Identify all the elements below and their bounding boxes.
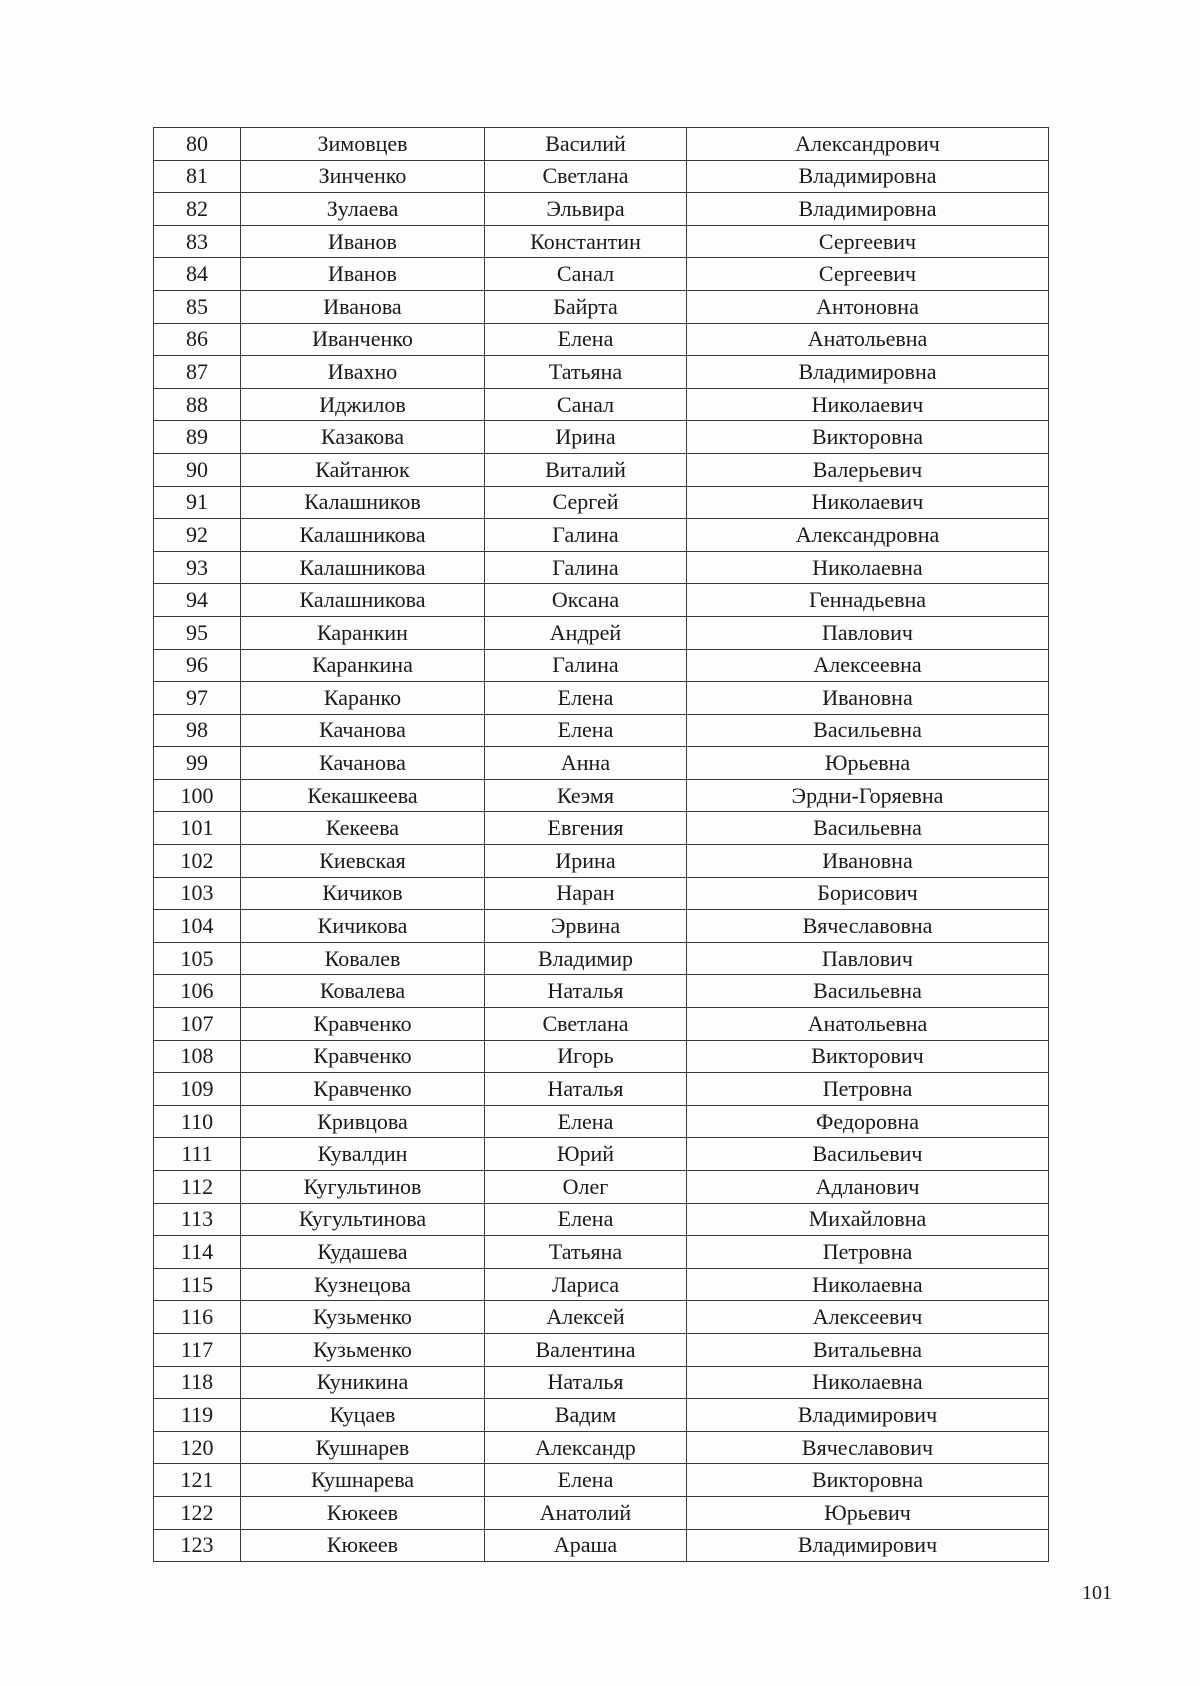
patronymic-cell: Петровна — [687, 1236, 1049, 1269]
first-name-cell: Вадим — [485, 1399, 687, 1432]
patronymic-cell: Адланович — [687, 1171, 1049, 1204]
row-number-cell: 90 — [154, 453, 241, 486]
last-name-cell: Кравченко — [241, 1008, 485, 1041]
row-number-cell: 114 — [154, 1236, 241, 1269]
row-number-cell: 111 — [154, 1138, 241, 1171]
table-row — [154, 1431, 1049, 1464]
row-number-cell: 94 — [154, 584, 241, 617]
row-number-cell: 80 — [154, 128, 241, 161]
row-number-cell: 83 — [154, 225, 241, 258]
patronymic-cell: Алексеевич — [687, 1301, 1049, 1334]
page-number: 101 — [1082, 1582, 1112, 1604]
table-row — [154, 1138, 1049, 1171]
row-number-cell: 84 — [154, 258, 241, 291]
last-name-cell: Кувалдин — [241, 1138, 485, 1171]
row-number-cell: 119 — [154, 1399, 241, 1432]
table-row — [154, 421, 1049, 454]
table-row — [154, 1496, 1049, 1529]
first-name-cell: Евгения — [485, 812, 687, 845]
last-name-cell: Каранко — [241, 682, 485, 715]
patronymic-cell: Вячеславович — [687, 1431, 1049, 1464]
table-row — [154, 1105, 1049, 1138]
patronymic-cell: Ивановна — [687, 845, 1049, 878]
first-name-cell: Елена — [485, 323, 687, 356]
patronymic-cell: Николаевич — [687, 486, 1049, 519]
patronymic-cell: Федоровна — [687, 1105, 1049, 1138]
row-number-cell: 115 — [154, 1268, 241, 1301]
row-number-cell: 104 — [154, 910, 241, 943]
patronymic-cell: Валерьевич — [687, 453, 1049, 486]
table-row — [154, 877, 1049, 910]
first-name-cell: Санал — [485, 258, 687, 291]
row-number-cell: 105 — [154, 942, 241, 975]
patronymic-cell: Алексеевна — [687, 649, 1049, 682]
last-name-cell: Качанова — [241, 747, 485, 780]
first-name-cell: Елена — [485, 682, 687, 715]
names-table — [153, 127, 1049, 1562]
patronymic-cell: Павлович — [687, 942, 1049, 975]
row-number-cell: 121 — [154, 1464, 241, 1497]
table-row — [154, 1040, 1049, 1073]
row-number-cell: 99 — [154, 747, 241, 780]
patronymic-cell: Антоновна — [687, 290, 1049, 323]
last-name-cell: Кичиков — [241, 877, 485, 910]
last-name-cell: Зинченко — [241, 160, 485, 193]
patronymic-cell: Владимирович — [687, 1399, 1049, 1432]
table-row — [154, 160, 1049, 193]
first-name-cell: Татьяна — [485, 1236, 687, 1269]
row-number-cell: 82 — [154, 193, 241, 226]
first-name-cell: Ирина — [485, 845, 687, 878]
row-number-cell: 98 — [154, 714, 241, 747]
last-name-cell: Иджилов — [241, 388, 485, 421]
first-name-cell: Араша — [485, 1529, 687, 1562]
first-name-cell: Наталья — [485, 975, 687, 1008]
first-name-cell: Константин — [485, 225, 687, 258]
patronymic-cell: Михайловна — [687, 1203, 1049, 1236]
table-row — [154, 323, 1049, 356]
first-name-cell: Наталья — [485, 1366, 687, 1399]
patronymic-cell: Анатольевна — [687, 323, 1049, 356]
table-row — [154, 258, 1049, 291]
row-number-cell: 102 — [154, 845, 241, 878]
table-row — [154, 812, 1049, 845]
patronymic-cell: Викторовна — [687, 1464, 1049, 1497]
first-name-cell: Александр — [485, 1431, 687, 1464]
first-name-cell: Олег — [485, 1171, 687, 1204]
last-name-cell: Калашникова — [241, 519, 485, 552]
last-name-cell: Кузнецова — [241, 1268, 485, 1301]
first-name-cell: Владимир — [485, 942, 687, 975]
row-number-cell: 91 — [154, 486, 241, 519]
first-name-cell: Санал — [485, 388, 687, 421]
table-row — [154, 193, 1049, 226]
last-name-cell: Казакова — [241, 421, 485, 454]
table-row — [154, 356, 1049, 389]
last-name-cell: Кравченко — [241, 1040, 485, 1073]
last-name-cell: Куникина — [241, 1366, 485, 1399]
table-row — [154, 779, 1049, 812]
first-name-cell: Виталий — [485, 453, 687, 486]
first-name-cell: Татьяна — [485, 356, 687, 389]
table-row — [154, 1008, 1049, 1041]
patronymic-cell: Владимировна — [687, 356, 1049, 389]
last-name-cell: Кайтанюк — [241, 453, 485, 486]
row-number-cell: 103 — [154, 877, 241, 910]
patronymic-cell: Владимировна — [687, 193, 1049, 226]
patronymic-cell: Владимирович — [687, 1529, 1049, 1562]
table-row — [154, 1333, 1049, 1366]
last-name-cell: Калашников — [241, 486, 485, 519]
patronymic-cell: Ивановна — [687, 682, 1049, 715]
table-row — [154, 1236, 1049, 1269]
table-row — [154, 1366, 1049, 1399]
table-row — [154, 453, 1049, 486]
row-number-cell: 101 — [154, 812, 241, 845]
row-number-cell: 122 — [154, 1496, 241, 1529]
table-row — [154, 649, 1049, 682]
row-number-cell: 118 — [154, 1366, 241, 1399]
row-number-cell: 117 — [154, 1333, 241, 1366]
table-row — [154, 1301, 1049, 1334]
row-number-cell: 116 — [154, 1301, 241, 1334]
last-name-cell: Кюкеев — [241, 1496, 485, 1529]
patronymic-cell: Геннадьевна — [687, 584, 1049, 617]
table-row — [154, 1203, 1049, 1236]
first-name-cell: Галина — [485, 551, 687, 584]
table-row — [154, 1464, 1049, 1497]
last-name-cell: Кудашева — [241, 1236, 485, 1269]
first-name-cell: Оксана — [485, 584, 687, 617]
last-name-cell: Кекашкеева — [241, 779, 485, 812]
row-number-cell: 106 — [154, 975, 241, 1008]
last-name-cell: Иванов — [241, 258, 485, 291]
last-name-cell: Калашникова — [241, 551, 485, 584]
row-number-cell: 93 — [154, 551, 241, 584]
patronymic-cell: Юрьевна — [687, 747, 1049, 780]
row-number-cell: 86 — [154, 323, 241, 356]
row-number-cell: 97 — [154, 682, 241, 715]
first-name-cell: Юрий — [485, 1138, 687, 1171]
last-name-cell: Иванов — [241, 225, 485, 258]
row-number-cell: 95 — [154, 616, 241, 649]
last-name-cell: Каранкин — [241, 616, 485, 649]
row-number-cell: 92 — [154, 519, 241, 552]
table-row — [154, 225, 1049, 258]
first-name-cell: Светлана — [485, 1008, 687, 1041]
row-number-cell: 112 — [154, 1171, 241, 1204]
row-number-cell: 96 — [154, 649, 241, 682]
first-name-cell: Елена — [485, 1105, 687, 1138]
last-name-cell: Кюкеев — [241, 1529, 485, 1562]
first-name-cell: Игорь — [485, 1040, 687, 1073]
patronymic-cell: Вячеславовна — [687, 910, 1049, 943]
row-number-cell: 120 — [154, 1431, 241, 1464]
patronymic-cell: Сергеевич — [687, 258, 1049, 291]
row-number-cell: 109 — [154, 1073, 241, 1106]
table-row — [154, 682, 1049, 715]
table-row — [154, 1399, 1049, 1432]
row-number-cell: 87 — [154, 356, 241, 389]
first-name-cell: Василий — [485, 128, 687, 161]
table-row — [154, 1073, 1049, 1106]
row-number-cell: 100 — [154, 779, 241, 812]
first-name-cell: Наталья — [485, 1073, 687, 1106]
row-number-cell: 110 — [154, 1105, 241, 1138]
table-row — [154, 486, 1049, 519]
first-name-cell: Эльвира — [485, 193, 687, 226]
first-name-cell: Лариса — [485, 1268, 687, 1301]
patronymic-cell: Николаевна — [687, 1366, 1049, 1399]
first-name-cell: Сергей — [485, 486, 687, 519]
last-name-cell: Иванченко — [241, 323, 485, 356]
patronymic-cell: Эрдни-Горяевна — [687, 779, 1049, 812]
table-row — [154, 551, 1049, 584]
patronymic-cell: Васильевна — [687, 812, 1049, 845]
patronymic-cell: Васильевна — [687, 714, 1049, 747]
row-number-cell: 113 — [154, 1203, 241, 1236]
patronymic-cell: Сергеевич — [687, 225, 1049, 258]
first-name-cell: Ирина — [485, 421, 687, 454]
row-number-cell: 108 — [154, 1040, 241, 1073]
last-name-cell: Кравченко — [241, 1073, 485, 1106]
first-name-cell: Байрта — [485, 290, 687, 323]
table-row — [154, 1529, 1049, 1562]
first-name-cell: Кеэмя — [485, 779, 687, 812]
first-name-cell: Анна — [485, 747, 687, 780]
last-name-cell: Каранкина — [241, 649, 485, 682]
table-row — [154, 616, 1049, 649]
table-row — [154, 714, 1049, 747]
last-name-cell: Калашникова — [241, 584, 485, 617]
last-name-cell: Кушнарев — [241, 1431, 485, 1464]
row-number-cell: 88 — [154, 388, 241, 421]
first-name-cell: Эрвина — [485, 910, 687, 943]
first-name-cell: Наран — [485, 877, 687, 910]
last-name-cell: Зимовцев — [241, 128, 485, 161]
last-name-cell: Кекеева — [241, 812, 485, 845]
patronymic-cell: Николаевич — [687, 388, 1049, 421]
patronymic-cell: Юрьевич — [687, 1496, 1049, 1529]
table-row — [154, 975, 1049, 1008]
last-name-cell: Кугультинова — [241, 1203, 485, 1236]
table-row — [154, 910, 1049, 943]
table-row — [154, 290, 1049, 323]
row-number-cell: 123 — [154, 1529, 241, 1562]
last-name-cell: Кичикова — [241, 910, 485, 943]
patronymic-cell: Николаевна — [687, 551, 1049, 584]
row-number-cell: 85 — [154, 290, 241, 323]
patronymic-cell: Анатольевна — [687, 1008, 1049, 1041]
last-name-cell: Кузьменко — [241, 1301, 485, 1334]
first-name-cell: Галина — [485, 649, 687, 682]
patronymic-cell: Викторовна — [687, 421, 1049, 454]
last-name-cell: Иванова — [241, 290, 485, 323]
patronymic-cell: Александрович — [687, 128, 1049, 161]
last-name-cell: Ковалева — [241, 975, 485, 1008]
table-row — [154, 128, 1049, 161]
last-name-cell: Киевская — [241, 845, 485, 878]
patronymic-cell: Васильевна — [687, 975, 1049, 1008]
patronymic-cell: Петровна — [687, 1073, 1049, 1106]
table-row — [154, 388, 1049, 421]
table-row — [154, 1171, 1049, 1204]
first-name-cell: Елена — [485, 1464, 687, 1497]
patronymic-cell: Николаевна — [687, 1268, 1049, 1301]
row-number-cell: 107 — [154, 1008, 241, 1041]
table-row — [154, 845, 1049, 878]
patronymic-cell: Владимировна — [687, 160, 1049, 193]
first-name-cell: Елена — [485, 1203, 687, 1236]
first-name-cell: Светлана — [485, 160, 687, 193]
last-name-cell: Кузьменко — [241, 1333, 485, 1366]
last-name-cell: Кривцова — [241, 1105, 485, 1138]
first-name-cell: Андрей — [485, 616, 687, 649]
first-name-cell: Галина — [485, 519, 687, 552]
patronymic-cell: Александровна — [687, 519, 1049, 552]
row-number-cell: 89 — [154, 421, 241, 454]
names-table-body — [154, 128, 1049, 1562]
row-number-cell: 81 — [154, 160, 241, 193]
last-name-cell: Кушнарева — [241, 1464, 485, 1497]
patronymic-cell: Борисович — [687, 877, 1049, 910]
last-name-cell: Куцаев — [241, 1399, 485, 1432]
table-row — [154, 942, 1049, 975]
first-name-cell: Алексей — [485, 1301, 687, 1334]
last-name-cell: Ивахно — [241, 356, 485, 389]
first-name-cell: Анатолий — [485, 1496, 687, 1529]
table-row — [154, 584, 1049, 617]
patronymic-cell: Витальевна — [687, 1333, 1049, 1366]
last-name-cell: Зулаева — [241, 193, 485, 226]
patronymic-cell: Павлович — [687, 616, 1049, 649]
last-name-cell: Ковалев — [241, 942, 485, 975]
first-name-cell: Валентина — [485, 1333, 687, 1366]
last-name-cell: Кугультинов — [241, 1171, 485, 1204]
last-name-cell: Качанова — [241, 714, 485, 747]
table-row — [154, 747, 1049, 780]
first-name-cell: Елена — [485, 714, 687, 747]
patronymic-cell: Викторович — [687, 1040, 1049, 1073]
table-row — [154, 1268, 1049, 1301]
patronymic-cell: Васильевич — [687, 1138, 1049, 1171]
table-row — [154, 519, 1049, 552]
